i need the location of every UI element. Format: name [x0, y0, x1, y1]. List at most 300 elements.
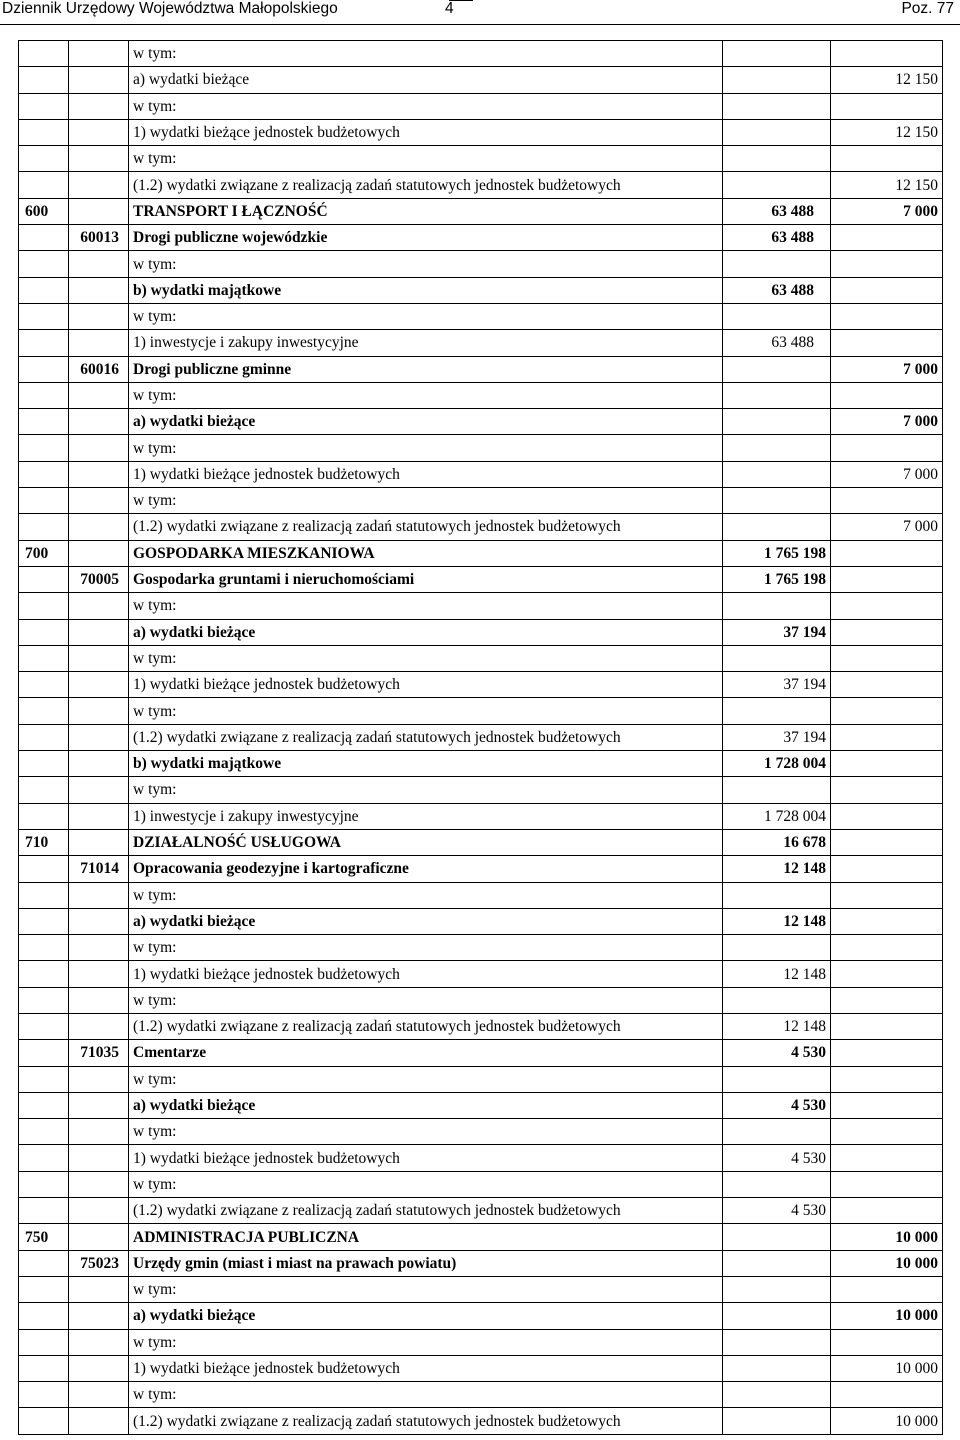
cell-amount-3: [831, 961, 943, 987]
cell-amount-1: 37 194: [723, 724, 831, 750]
cell-amount-3: [831, 225, 943, 251]
cell-item-name: Drogi publiczne gminne: [129, 356, 723, 382]
cell-chapter: [69, 724, 129, 750]
cell-amount-1: [723, 1355, 831, 1381]
cell-amount-3: [831, 1119, 943, 1145]
cell-division: [19, 1092, 69, 1118]
cell-division: [19, 803, 69, 829]
cell-division: [19, 1013, 69, 1039]
table-row: [19, 41, 943, 67]
table-row: [19, 935, 943, 961]
cell-chapter: [69, 1276, 129, 1302]
cell-amount-3: [831, 619, 943, 645]
cell-amount-3: [831, 488, 943, 514]
table-row: [19, 409, 943, 435]
journal-title: Dziennik Urzędowy Województwa Małopolskiego: [2, 0, 338, 17]
cell-chapter: [69, 1355, 129, 1381]
cell-item-name: b) wydatki majątkowe: [129, 751, 723, 777]
cell-amount-3: [831, 1145, 943, 1171]
cell-item-name: w tym:: [129, 1276, 723, 1302]
cell-amount-3: [831, 330, 943, 356]
cell-amount-3: [831, 566, 943, 592]
table-row: [19, 488, 943, 514]
cell-amount-1: [723, 1408, 831, 1434]
page-number: 4: [445, 0, 454, 17]
cell-chapter: [69, 1198, 129, 1224]
cell-amount-1: 37 194: [723, 619, 831, 645]
table-row: [19, 1250, 943, 1276]
cell-item-name: w tym:: [129, 645, 723, 671]
cell-chapter: [69, 751, 129, 777]
cell-chapter: [69, 1408, 129, 1434]
cell-division: [19, 41, 69, 67]
cell-amount-3: [831, 1329, 943, 1355]
cell-chapter: [69, 593, 129, 619]
cell-division: [19, 1355, 69, 1381]
cell-division: [19, 961, 69, 987]
cell-amount-3: 7 000: [831, 409, 943, 435]
cell-amount-3: [831, 803, 943, 829]
cell-division: [19, 409, 69, 435]
cell-amount-1: [723, 1303, 831, 1329]
cell-item-name: w tym:: [129, 882, 723, 908]
cell-amount-1: [723, 1250, 831, 1276]
table-row: [19, 1145, 943, 1171]
cell-amount-3: [831, 540, 943, 566]
cell-item-name: 1) wydatki bieżące jednostek budżetowych: [129, 961, 723, 987]
table-row: [19, 1066, 943, 1092]
table-row: [19, 724, 943, 750]
table-row: [19, 225, 943, 251]
cell-chapter: 60016: [69, 356, 129, 382]
cell-amount-3: [831, 751, 943, 777]
table-row: [19, 435, 943, 461]
cell-amount-3: 10 000: [831, 1355, 943, 1381]
cell-division: [19, 435, 69, 461]
cell-amount-3: [831, 1382, 943, 1408]
cell-division: [19, 251, 69, 277]
cell-amount-1: 4 530: [723, 1092, 831, 1118]
cell-division: [19, 566, 69, 592]
cell-item-name: DZIAŁALNOŚĆ USŁUGOWA: [129, 829, 723, 855]
cell-chapter: 60013: [69, 225, 129, 251]
cell-amount-1: 63 488: [723, 330, 831, 356]
cell-amount-3: [831, 1013, 943, 1039]
cell-item-name: w tym:: [129, 1329, 723, 1355]
cell-amount-3: 7 000: [831, 356, 943, 382]
cell-item-name: w tym:: [129, 93, 723, 119]
cell-amount-3: [831, 777, 943, 803]
cell-division: [19, 1119, 69, 1145]
table-row: [19, 146, 943, 172]
cell-amount-1: [723, 251, 831, 277]
cell-division: [19, 777, 69, 803]
cell-item-name: w tym:: [129, 698, 723, 724]
cell-item-name: a) wydatki bieżące: [129, 409, 723, 435]
budget-table-body: [19, 41, 943, 1435]
cell-item-name: Gospodarka gruntami i nieruchomościami: [129, 566, 723, 592]
cell-amount-1: 12 148: [723, 856, 831, 882]
cell-amount-1: [723, 172, 831, 198]
cell-amount-1: [723, 146, 831, 172]
cell-division: 710: [19, 829, 69, 855]
table-row: [19, 93, 943, 119]
table-row: [19, 67, 943, 93]
cell-amount-3: [831, 146, 943, 172]
cell-division: [19, 1408, 69, 1434]
cell-chapter: [69, 1092, 129, 1118]
page-header: [0, 0, 960, 22]
cell-amount-1: [723, 435, 831, 461]
cell-chapter: [69, 1303, 129, 1329]
cell-amount-1: [723, 593, 831, 619]
cell-chapter: [69, 1171, 129, 1197]
cell-amount-3: [831, 251, 943, 277]
cell-division: [19, 593, 69, 619]
table-row: [19, 198, 943, 224]
cell-item-name: w tym:: [129, 435, 723, 461]
cell-division: [19, 146, 69, 172]
table-row: [19, 1355, 943, 1381]
cell-amount-1: 12 148: [723, 1013, 831, 1039]
cell-chapter: [69, 1382, 129, 1408]
cell-division: [19, 882, 69, 908]
cell-amount-3: 12 150: [831, 67, 943, 93]
table-row: [19, 119, 943, 145]
cell-chapter: [69, 277, 129, 303]
cell-item-name: GOSPODARKA MIESZKANIOWA: [129, 540, 723, 566]
cell-division: [19, 908, 69, 934]
cell-amount-3: [831, 698, 943, 724]
cell-amount-1: [723, 987, 831, 1013]
cell-amount-3: [831, 987, 943, 1013]
table-row: [19, 251, 943, 277]
table-row: [19, 1303, 943, 1329]
table-row: [19, 593, 943, 619]
cell-item-name: (1.2) wydatki związane z realizacją zadań statutowych jednostek budżetowych: [129, 1198, 723, 1224]
cell-amount-3: [831, 1198, 943, 1224]
cell-amount-1: [723, 303, 831, 329]
cell-amount-3: [831, 93, 943, 119]
cell-division: [19, 225, 69, 251]
cell-chapter: [69, 672, 129, 698]
cell-amount-1: [723, 67, 831, 93]
cell-division: [19, 645, 69, 671]
cell-item-name: w tym:: [129, 251, 723, 277]
cell-item-name: TRANSPORT I ŁĄCZNOŚĆ: [129, 198, 723, 224]
table-row: [19, 461, 943, 487]
cell-item-name: w tym:: [129, 303, 723, 329]
cell-item-name: w tym:: [129, 777, 723, 803]
cell-amount-3: [831, 882, 943, 908]
table-row: [19, 1092, 943, 1118]
cell-division: [19, 1066, 69, 1092]
cell-chapter: [69, 829, 129, 855]
cell-item-name: (1.2) wydatki związane z realizacją zadań statutowych jednostek budżetowych: [129, 172, 723, 198]
table-row: [19, 698, 943, 724]
cell-amount-1: 12 148: [723, 961, 831, 987]
table-row: [19, 908, 943, 934]
table-row: [19, 172, 943, 198]
cell-amount-1: [723, 41, 831, 67]
cell-chapter: 70005: [69, 566, 129, 592]
cell-amount-1: [723, 382, 831, 408]
cell-division: [19, 67, 69, 93]
cell-chapter: [69, 303, 129, 329]
cell-amount-1: 16 678: [723, 829, 831, 855]
cell-amount-1: 1 765 198: [723, 566, 831, 592]
cell-item-name: w tym:: [129, 41, 723, 67]
table-row: [19, 777, 943, 803]
cell-item-name: 1) wydatki bieżące jednostek budżetowych: [129, 461, 723, 487]
cell-chapter: [69, 935, 129, 961]
cell-division: 750: [19, 1224, 69, 1250]
cell-amount-3: [831, 908, 943, 934]
cell-amount-1: 4 530: [723, 1040, 831, 1066]
cell-amount-3: [831, 1066, 943, 1092]
cell-chapter: 75023: [69, 1250, 129, 1276]
cell-amount-1: 37 194: [723, 672, 831, 698]
cell-item-name: w tym:: [129, 382, 723, 408]
cell-division: 600: [19, 198, 69, 224]
cell-chapter: [69, 382, 129, 408]
cell-amount-1: [723, 488, 831, 514]
cell-item-name: w tym:: [129, 987, 723, 1013]
dash-right: [449, 0, 473, 1]
cell-amount-1: 63 488: [723, 198, 831, 224]
cell-amount-1: [723, 1382, 831, 1408]
cell-amount-3: 7 000: [831, 514, 943, 540]
cell-division: [19, 1329, 69, 1355]
cell-amount-3: [831, 829, 943, 855]
cell-amount-1: [723, 1171, 831, 1197]
cell-chapter: 71014: [69, 856, 129, 882]
table-row: [19, 356, 943, 382]
cell-chapter: [69, 1119, 129, 1145]
budget-table: [18, 40, 943, 1435]
cell-amount-1: 12 148: [723, 908, 831, 934]
cell-item-name: a) wydatki bieżące: [129, 619, 723, 645]
cell-amount-3: 10 000: [831, 1250, 943, 1276]
cell-item-name: 1) wydatki bieżące jednostek budżetowych: [129, 672, 723, 698]
cell-amount-3: [831, 41, 943, 67]
cell-amount-1: 63 488: [723, 277, 831, 303]
cell-amount-3: [831, 382, 943, 408]
cell-chapter: [69, 777, 129, 803]
cell-amount-3: [831, 1092, 943, 1118]
cell-chapter: [69, 119, 129, 145]
table-row: [19, 1040, 943, 1066]
cell-chapter: [69, 619, 129, 645]
table-row: [19, 961, 943, 987]
cell-item-name: 1) inwestycje i zakupy inwestycyjne: [129, 803, 723, 829]
cell-item-name: w tym:: [129, 1066, 723, 1092]
header-rule: [0, 24, 960, 25]
table-row: [19, 277, 943, 303]
cell-chapter: [69, 1013, 129, 1039]
cell-division: [19, 1382, 69, 1408]
cell-amount-3: 12 150: [831, 172, 943, 198]
cell-chapter: [69, 330, 129, 356]
cell-amount-3: [831, 645, 943, 671]
cell-amount-1: 63 488: [723, 225, 831, 251]
cell-amount-3: 7 000: [831, 461, 943, 487]
cell-division: [19, 698, 69, 724]
cell-division: [19, 1145, 69, 1171]
cell-amount-3: [831, 724, 943, 750]
cell-division: [19, 1171, 69, 1197]
cell-chapter: [69, 698, 129, 724]
cell-item-name: Urzędy gmin (miast i miast na prawach powiatu): [129, 1250, 723, 1276]
cell-amount-3: 10 000: [831, 1408, 943, 1434]
cell-amount-3: [831, 1171, 943, 1197]
table-row: [19, 540, 943, 566]
cell-item-name: w tym:: [129, 488, 723, 514]
cell-amount-1: 1 728 004: [723, 751, 831, 777]
cell-amount-3: 10 000: [831, 1224, 943, 1250]
cell-amount-1: 4 530: [723, 1145, 831, 1171]
cell-amount-1: 4 530: [723, 1198, 831, 1224]
cell-chapter: [69, 1329, 129, 1355]
cell-chapter: [69, 645, 129, 671]
cell-amount-1: 1 765 198: [723, 540, 831, 566]
cell-amount-3: 10 000: [831, 1303, 943, 1329]
cell-chapter: [69, 1066, 129, 1092]
cell-amount-1: [723, 461, 831, 487]
cell-division: [19, 172, 69, 198]
cell-chapter: [69, 461, 129, 487]
cell-chapter: [69, 514, 129, 540]
table-row: [19, 672, 943, 698]
cell-division: [19, 987, 69, 1013]
cell-chapter: [69, 93, 129, 119]
table-row: [19, 382, 943, 408]
cell-chapter: [69, 882, 129, 908]
cell-division: 700: [19, 540, 69, 566]
position-number: Poz. 77: [901, 0, 954, 17]
cell-chapter: [69, 1224, 129, 1250]
cell-amount-3: [831, 277, 943, 303]
cell-division: [19, 488, 69, 514]
cell-item-name: w tym:: [129, 1119, 723, 1145]
cell-item-name: (1.2) wydatki związane z realizacją zadań statutowych jednostek budżetowych: [129, 724, 723, 750]
cell-division: [19, 1040, 69, 1066]
cell-item-name: (1.2) wydatki związane z realizacją zadań statutowych jednostek budżetowych: [129, 1408, 723, 1434]
cell-division: [19, 1303, 69, 1329]
cell-amount-1: [723, 1066, 831, 1092]
cell-item-name: w tym:: [129, 146, 723, 172]
cell-division: [19, 724, 69, 750]
table-row: [19, 829, 943, 855]
cell-division: [19, 461, 69, 487]
cell-amount-3: 12 150: [831, 119, 943, 145]
cell-amount-3: [831, 856, 943, 882]
cell-item-name: 1) wydatki bieżące jednostek budżetowych: [129, 119, 723, 145]
table-row: [19, 803, 943, 829]
cell-division: [19, 382, 69, 408]
cell-amount-1: [723, 645, 831, 671]
cell-chapter: [69, 41, 129, 67]
cell-amount-3: [831, 593, 943, 619]
cell-item-name: b) wydatki majątkowe: [129, 277, 723, 303]
cell-division: [19, 619, 69, 645]
cell-chapter: [69, 1145, 129, 1171]
cell-chapter: [69, 172, 129, 198]
cell-chapter: [69, 488, 129, 514]
cell-amount-1: [723, 409, 831, 435]
cell-item-name: w tym:: [129, 593, 723, 619]
cell-division: [19, 93, 69, 119]
cell-division: [19, 119, 69, 145]
table-row: [19, 987, 943, 1013]
cell-item-name: Drogi publiczne wojewódzkie: [129, 225, 723, 251]
cell-amount-1: [723, 356, 831, 382]
cell-amount-3: [831, 672, 943, 698]
cell-amount-1: [723, 935, 831, 961]
cell-division: [19, 356, 69, 382]
cell-chapter: [69, 146, 129, 172]
cell-chapter: [69, 251, 129, 277]
table-row: [19, 1382, 943, 1408]
cell-item-name: (1.2) wydatki związane z realizacją zadań statutowych jednostek budżetowych: [129, 514, 723, 540]
cell-amount-1: [723, 514, 831, 540]
cell-item-name: ADMINISTRACJA PUBLICZNA: [129, 1224, 723, 1250]
cell-chapter: [69, 198, 129, 224]
table-row: [19, 619, 943, 645]
cell-amount-3: [831, 935, 943, 961]
table-row: [19, 1329, 943, 1355]
cell-chapter: [69, 987, 129, 1013]
table-row: [19, 751, 943, 777]
cell-amount-1: [723, 777, 831, 803]
table-row: [19, 1013, 943, 1039]
cell-chapter: [69, 540, 129, 566]
table-row: [19, 566, 943, 592]
cell-chapter: [69, 803, 129, 829]
cell-chapter: [69, 409, 129, 435]
table-row: [19, 1198, 943, 1224]
cell-division: [19, 1198, 69, 1224]
cell-division: [19, 330, 69, 356]
cell-division: [19, 277, 69, 303]
cell-item-name: (1.2) wydatki związane z realizacją zadań statutowych jednostek budżetowych: [129, 1013, 723, 1039]
cell-amount-1: [723, 698, 831, 724]
cell-item-name: w tym:: [129, 935, 723, 961]
table-row: [19, 645, 943, 671]
cell-amount-1: [723, 119, 831, 145]
table-row: [19, 303, 943, 329]
cell-amount-1: [723, 1276, 831, 1302]
cell-amount-3: [831, 435, 943, 461]
cell-amount-3: [831, 303, 943, 329]
cell-chapter: [69, 908, 129, 934]
cell-amount-1: [723, 882, 831, 908]
cell-division: [19, 935, 69, 961]
cell-division: [19, 514, 69, 540]
cell-item-name: a) wydatki bieżące: [129, 1303, 723, 1329]
cell-item-name: a) wydatki bieżące: [129, 908, 723, 934]
table-row: [19, 1171, 943, 1197]
table-row: [19, 1224, 943, 1250]
cell-amount-1: [723, 1119, 831, 1145]
cell-division: [19, 856, 69, 882]
table-row: [19, 1408, 943, 1434]
cell-chapter: [69, 435, 129, 461]
table-row: [19, 330, 943, 356]
cell-amount-3: [831, 1276, 943, 1302]
table-row: [19, 856, 943, 882]
cell-item-name: 1) inwestycje i zakupy inwestycyjne: [129, 330, 723, 356]
